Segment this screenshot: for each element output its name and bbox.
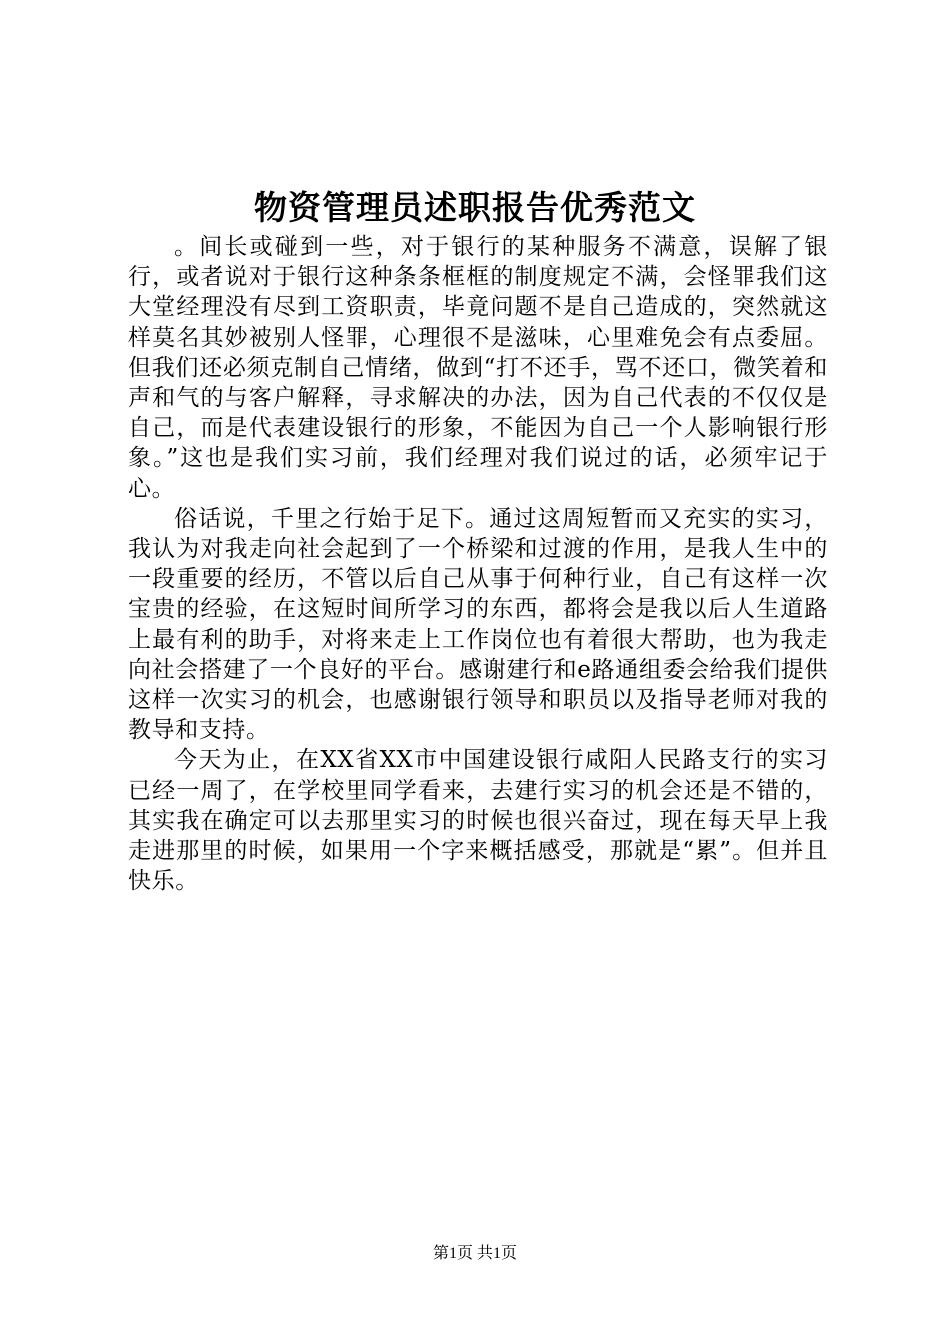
page-footer: 第1页 共1页 [432, 1245, 517, 1262]
document-body [128, 232, 828, 896]
document-title: 物资管理员述职报告优秀范文 [254, 188, 696, 227]
paragraph-1: 。间长或碰到一些，对于银行的某种服务不满意，误解了银行，或者说对于银行这种条条框框的制度规定不满，会怪罪我们这大堂经理没有尽到工资职责，毕竟问题不是自己造成的，突然就这样莫名其妙被别人怪罪，心理很不是滋味，心里难免会有点委屈。但我们还必须克制自己情绪，做到“打不还手，骂不还口，微笑着和声和气的与客户解释，寻求解决的办法，因为自己代表的不仅仅是自己，而是代表建设银行的形象，不能因为自己一个人影响银行形象。”这也是我们实习前，我们经理对我们说过的话，必须牢记于心。 [128, 234, 828, 502]
paragraph-3: 今天为止，在XX省XX市中国建设银行咸阳人民路支行的实习已经一周了，在学校里同学看来，去建行实习的机会还是不错的，其实我在确定可以去那里实习的时候也很兴奋过，现在每天早上我走进那里的时候，如果用一个字来概括感受，那就是“累”。但并且快乐。 [128, 747, 828, 895]
paragraph-2: 俗话说，千里之行始于足下。通过这周短暂而又充实的实习，我认为对我走向社会起到了一个桥梁和过渡的作用，是我人生中的一段重要的经历，不管以后自己从事于何种行业，自己有这样一次宝贵的经验，在这短时间所学习的东西，都将会是我以后人生道路上最有利的助手，对将来走上工作岗位也有着很大帮助，也为我走向社会搭建了一个良好的平台。感谢建行和e路通组委会给我们提供这样一次实习的机会，也感谢银行领导和职员以及指导老师对我的教导和支持。 [128, 505, 828, 744]
